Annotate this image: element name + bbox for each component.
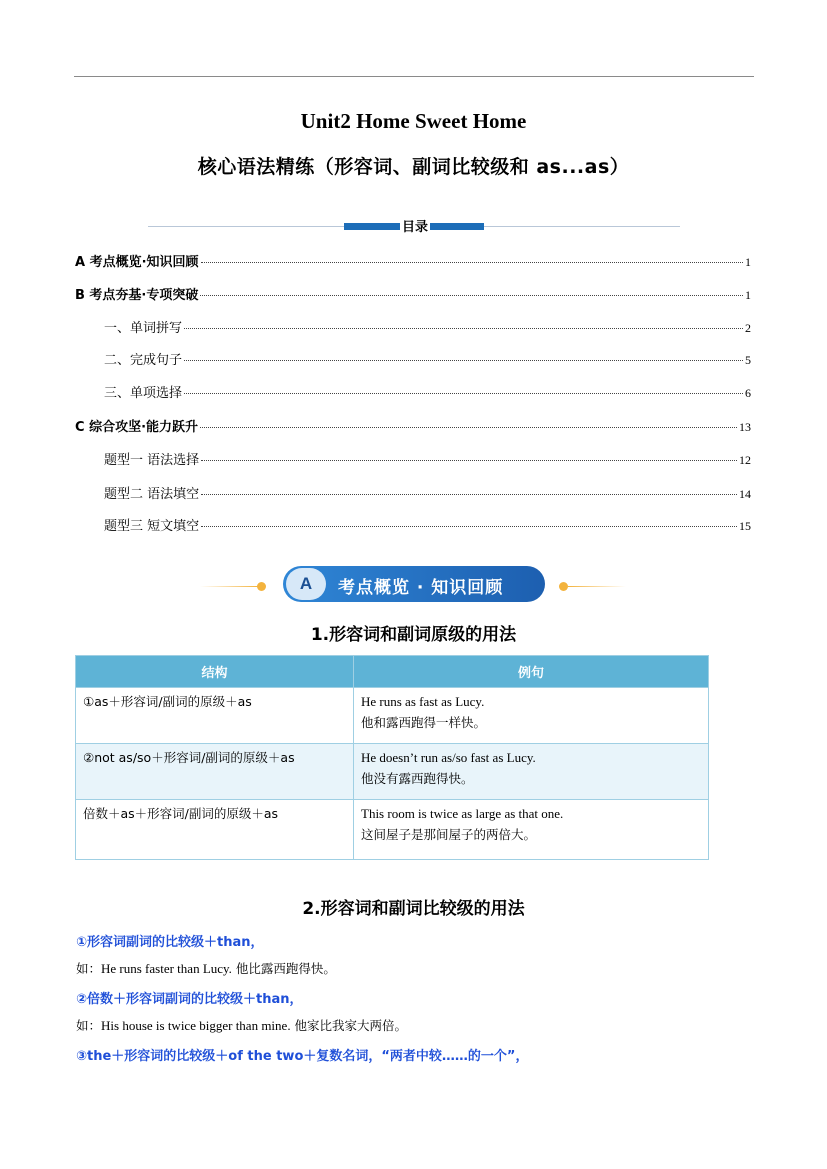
section-a-title: 考点概览 · 知识回顾 <box>338 578 504 598</box>
toc-header <box>148 216 680 236</box>
example-english: This room is twice as large as that one. <box>361 806 564 821</box>
table-header-structure: 结构 <box>76 656 354 688</box>
table-row <box>76 800 709 860</box>
toc-entry[interactable] <box>104 515 751 535</box>
toc-entry-page: 2 <box>745 321 751 335</box>
table-cell-structure: 倍数＋as＋形容词/副词的原级＋as <box>76 800 354 860</box>
rule-2: ②倍数＋形容词副词的比较级＋than， <box>76 992 303 1007</box>
example-chinese: 他没有露西跑得快。 <box>361 771 474 786</box>
toc-label: 目录 <box>401 220 428 235</box>
toc-entry-page: 1 <box>745 288 751 302</box>
toc-header-bar-left <box>344 223 400 230</box>
toc-entry-page: 15 <box>739 519 751 533</box>
grammar-table <box>75 655 709 860</box>
example-english: He runs faster than Lucy. <box>101 961 232 976</box>
example-chinese: 这间屋子是那间屋子的两倍大。 <box>361 827 537 842</box>
section-a-banner <box>200 564 630 604</box>
toc-entry-page: 14 <box>739 487 751 501</box>
example-english: He runs as fast as Lucy. <box>361 694 485 709</box>
toc-entry-page: 6 <box>745 386 751 400</box>
toc-entry[interactable] <box>104 317 751 337</box>
toc-entry-text: 一、单词拼写 <box>104 321 183 336</box>
example-english: He doesn’t run as/so fast as Lucy. <box>361 750 536 765</box>
example-1 <box>76 959 336 977</box>
toc-entry-text: 题型一 语法选择 <box>104 453 200 468</box>
toc-entry-text: 题型二 语法填空 <box>104 487 200 502</box>
toc-entry[interactable] <box>104 449 751 469</box>
banner-dot-left <box>257 582 266 591</box>
toc-entry-text: 二、完成句子 <box>104 353 183 368</box>
section-badge: A <box>286 568 326 600</box>
table-row <box>76 744 709 800</box>
table-row <box>76 688 709 744</box>
table-cell-example <box>354 744 709 800</box>
table-cell-structure: ②not as/so＋形容词/副词的原级＋as <box>76 744 354 800</box>
toc-entry-text: 题型三 短文填空 <box>104 519 200 534</box>
table-header-example: 例句 <box>354 656 709 688</box>
document-title: Unit2 Home Sweet Home <box>300 109 527 133</box>
example-chinese: 他比露西跑得快。 <box>231 961 336 976</box>
toc-entry-page: 5 <box>745 353 751 367</box>
table-header-row <box>76 656 709 688</box>
example-chinese: 他和露西跑得一样快。 <box>361 715 487 730</box>
toc-entry-text: B 考点夯基·专项突破 <box>75 288 199 303</box>
table-cell-example <box>354 800 709 860</box>
toc-entry-page: 13 <box>739 420 751 434</box>
toc-entry-text: C 综合攻坚·能力跃升 <box>75 420 199 435</box>
toc-entry-text: 三、单项选择 <box>104 386 183 401</box>
toc-entry[interactable] <box>75 416 751 436</box>
toc-entry-page: 12 <box>739 453 751 467</box>
banner-dot-right <box>559 582 568 591</box>
example-prefix: 如： <box>76 961 102 976</box>
example-2 <box>76 1016 407 1034</box>
toc-entry[interactable] <box>75 251 751 271</box>
toc-entry[interactable] <box>75 284 751 304</box>
example-english: His house is twice bigger than mine. <box>101 1018 291 1033</box>
header-rule <box>74 76 754 77</box>
part1-heading: 1.形容词和副词原级的用法 <box>310 625 517 645</box>
toc-entry-page: 1 <box>745 255 751 269</box>
toc-entry-text: A 考点概览·知识回顾 <box>75 255 199 270</box>
banner-line-left <box>200 586 258 587</box>
part2-heading: 2.形容词和副词比较级的用法 <box>302 899 525 919</box>
toc-header-bar-right <box>430 223 484 230</box>
toc-header-line-right <box>484 226 680 227</box>
document-subtitle: 核心语法精练（形容词、副词比较级和 as...as） <box>197 156 630 178</box>
toc-entry[interactable] <box>104 483 751 503</box>
example-chinese: 他家比我家大两倍。 <box>290 1018 408 1033</box>
toc-entry[interactable] <box>104 349 751 369</box>
banner-line-right <box>568 586 626 587</box>
rule-3: ③the＋形容词的比较级＋of the two＋复数名词，“两者中较……的一个”， <box>76 1049 529 1064</box>
toc-entry[interactable] <box>104 382 751 402</box>
rule-1: ①形容词副词的比较级＋than， <box>76 935 264 950</box>
table-cell-example <box>354 688 709 744</box>
toc-header-line-left <box>148 226 344 227</box>
example-prefix: 如： <box>76 1018 102 1033</box>
table-cell-structure: ①as＋形容词/副词的原级＋as <box>76 688 354 744</box>
